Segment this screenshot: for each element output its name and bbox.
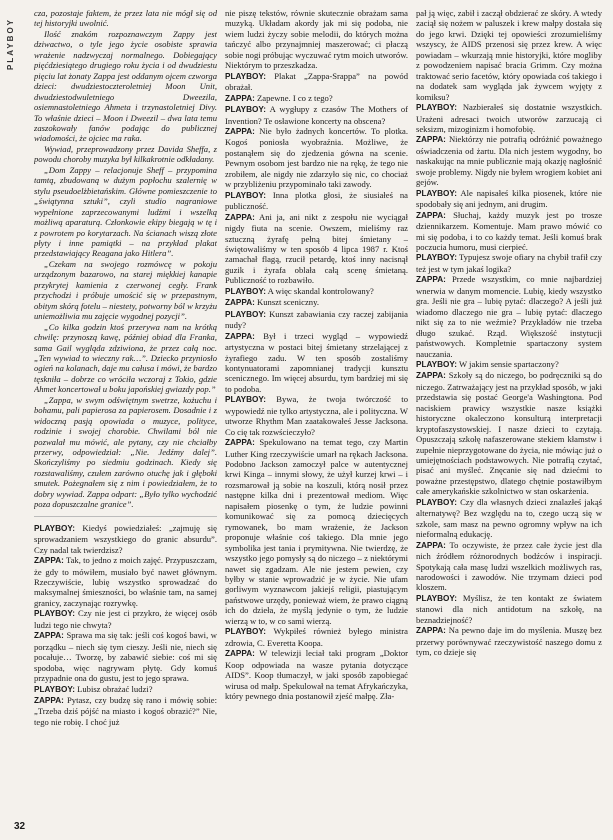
interview-paragraph — [225, 309, 408, 331]
paragraph-text: Słuchaj, każdy muzyk jest po trosze dziennikarzem. Komentuje. Mam prawo mówić co mi się podoba, i to co każdy temat. Jeśli komuś brak poczucia humoru, musi cierpieć. — [416, 209, 602, 252]
side-label — [6, 18, 16, 148]
speaker-label: ZAPPA: — [225, 212, 255, 222]
interview-section — [416, 8, 602, 658]
paragraph-text: Nazbierałeś się dostatnie wszystkich. Urażeni adresaci twoich utworów zarzucają ci seksizm, mizoginizm i homofobię. — [416, 102, 602, 134]
speaker-label: ZAPPA: — [34, 631, 64, 641]
interview-paragraph — [34, 523, 217, 555]
speaker-label: PLAYBOY: — [416, 593, 457, 603]
paragraph-text: pał ją więc, zabił i zaczął obdzierać ze skóry. A wtedy zaciął się nożem w paluszek i krew małpy dostała się do jego krwi. Dzięki tej opowieści zrozumieliśmy wszyscy, że AIDS przenosi się przez krew. A więc powiadam – wkurzają mnie historyjki, które mogliby z powodzeniem napisać bracia Grimm. Czy można traktować serio facetów, który opowiada coś takiego i na dodatek sam wygląda jak żywcem wyjęty z komiksu? — [416, 8, 602, 102]
interview-paragraph — [416, 8, 602, 102]
interview-paragraph — [34, 608, 217, 630]
interview-paragraph — [416, 134, 602, 187]
paragraph-text: Tak, to jedno z moich zajęć. Przypuszczam, że gdy to mówiłem, musiało być nawet głównym. Rzeczywiście, lubię wszystko sprowadzać do maksymalnej śmieszności, bo właśnie tam, na samej granicy, zaczynając rozrywkę. — [34, 555, 217, 608]
speaker-label: PLAYBOY: — [34, 523, 75, 533]
paragraph-text: Typujesz swoje ofiary na chybił trafił czy też jest w tym jakaś logika? — [416, 252, 602, 274]
paragraph-text: Kunszt sceniczny. — [257, 297, 319, 308]
speaker-label: PLAYBOY: — [34, 609, 75, 619]
interview-paragraph — [416, 359, 602, 370]
interview-paragraph — [225, 286, 408, 297]
interview-paragraph — [225, 626, 408, 648]
paragraph-text: Lubisz obrażać ludzi? — [77, 683, 153, 694]
speaker-label: ZAPPA: — [34, 556, 64, 566]
speaker-label: PLAYBOY: — [225, 286, 266, 296]
interview-paragraph — [34, 684, 217, 695]
paragraph-text: Kunszt zabawiania czy raczej zabijania nudy? — [225, 308, 408, 331]
interview-paragraph — [225, 93, 408, 104]
paragraph-text: A wygłupy z czasów The Mothers of Invention? Te osławione koncerty na obscena? — [225, 104, 408, 126]
speaker-label: PLAYBOY: — [416, 188, 457, 198]
speaker-label: PLAYBOY: — [225, 627, 266, 637]
speaker-label: ZAPPA: — [416, 626, 446, 636]
speaker-label: PLAYBOY: — [225, 309, 266, 319]
interview-paragraph — [416, 188, 602, 210]
interview-paragraph — [225, 71, 408, 93]
speaker-label: PLAYBOY: — [225, 71, 266, 81]
column-1 — [34, 8, 217, 830]
speaker-label: PLAYBOY: — [416, 253, 457, 263]
interview-paragraph — [225, 8, 408, 71]
paragraph-text: W jakim sensie spartaczony? — [458, 358, 559, 369]
column-2 — [225, 8, 408, 830]
speaker-label: PLAYBOY: — [225, 105, 266, 115]
interview-paragraph — [225, 648, 408, 701]
paragraph-text: Ale napisałeś kilka piosenek, które nie spodobały się ani jednym, ani drugim. — [416, 187, 602, 210]
paragraph-text: Pytasz, czy budzę się rano i mówię sobie: „Trzeba dziś pójść na miasto i kogoś obrazić?” Nie, tego nie robię. I choć już — [34, 695, 217, 727]
intro-paragraph: cza, pozostaje faktem, że przez lata nie mógł się od tej historyjki uwolnić. — [34, 8, 217, 29]
interview-paragraph — [225, 331, 408, 395]
intro-paragraph: „Co kilka godzin ktoś przerywa nam na krótką chwilę: przynoszą kawę, później obiad dla Franka, sama Gail wygląda zdziwiona, że przez całą noc. „Ten wywiad to wieczny rak…”. Dziecko przyniosło ogień na kolanach, daje mu całusa i mówi, że bardzo tęskniła – dobrze co wróciła wczoraj z Tokio, gdzie Ahmet koncertował u boku japońskiej gwiazdy pop.” — [34, 321, 217, 395]
interview-paragraph — [416, 625, 602, 657]
interview-paragraph — [225, 437, 408, 626]
paragraph-text: W telewizji leciał taki program „Doktor Koop odpowiada na wasze pytania dotyczące AIDS”. Koop tłumaczył, w jaki sposób zapobiegać wirusa od małp. Spekulował na temat Afrykańczyka, który pewnego dnia postanowił zjeść małpę. Zła- — [225, 648, 408, 701]
interview-paragraph — [34, 695, 217, 727]
speaker-label: PLAYBOY: — [416, 103, 457, 113]
column-3 — [416, 8, 602, 830]
speaker-label: ZAPPA: — [34, 696, 64, 705]
interview-paragraph — [225, 212, 408, 286]
paragraph-text: Szkoły są do niczego, bo podręczniki są do niczego. Zatrważający jest na przykład sposób, w jaki przedstawia się postać George'a Washingtona. Pod naciskiem prawicy wszystkie nasze książki historyczne okaleczono konsulturą interpretacji kryptofaszystowskiej. I nasze dzieci to czytają. Opuszczają szkołę nafaszerowane stekiem kłamstw i zupełnie nieprzygotowane do życia, nie mówiąc już o umiejętnościach podstawowych. Nie potrafią czytać, pisać ani myśleć. Znęcanie się nad dziećmi to poważne przestępstwo, dlatego chętnie postawiłbym całe amerykańskie szkolnictwo w stan oskarżenia. — [416, 370, 602, 497]
interview-paragraph — [416, 497, 602, 540]
paragraph-text: Ani ja, ani nikt z zespołu nie wyciągał nigdy fiuta na scenie. Owszem, mieliśmy raz sztuczną żyrafę pełną bitej śmietany – świętowaliśmy w ten sposób 4 lipca 1987 r. Ktoś zamachał flagą, rzucił petardę, ktoś inny nacisnął guzik i żyrafa oblała całą scenę śmietaną. Publiczność to rozbawiło. — [225, 211, 408, 286]
intro-paragraph: Wywiad, przeprowadzony przez Davida Sheffa, z powodu choroby muzyka był kilkakrotnie odkładany. — [34, 143, 217, 165]
paragraph-text: nie piszę tekstów, równie skutecznie obrażam sama muzyką. Układam akordy jak mi się podoba, nie wiem ludzi życzy sobie melodii, do których można tańczyć albo przynajmniej maszerować; ci płaczą sobie nogi próbując wyczuwać rytm moich utworów. Niektórym to przeszkadza. — [225, 8, 408, 71]
paragraph-text: Czy nie jest ci przykro, że więcej osób ludzi tego nie chwyta? — [34, 608, 217, 630]
speaker-label: PLAYBOY: — [34, 684, 75, 694]
speaker-label: ZAPPA: — [225, 331, 255, 341]
paragraph-text: Myślisz, że ten kontakt ze światem stanowi dla nich antidotum na szkołę, na beznadziejność? — [416, 592, 602, 625]
paragraph-text: Przede wszystkim, co mnie najbardziej wnerwia w danym momencie. Lubię, kiedy wszystko gra. Jeśli nie gra – lubię pytać: dlaczego? A jeśli już wiadomo dlaczego nie gra – lubię pytać: dlaczego nikt się za to nie weźmie? Przykładów nie trzeba długo szukać. Rząd. Większość instytucji państwowych. Kompletnie spartaczony system nauczania. — [416, 274, 602, 359]
interview-paragraph — [416, 102, 602, 134]
speaker-label: ZAPPA: — [225, 438, 255, 448]
paragraph-text: Czy dla własnych dzieci znalazłeś jakąś alternatywę? Bez względu na to, czego uczą się w szkole, sam masz na pewno ogromny wpływ na ich nieformalną edukację. — [416, 496, 602, 540]
interview-paragraph — [225, 394, 408, 437]
interview-paragraph — [416, 252, 602, 274]
paragraph-text: Inna plotka głosi, że siusiałeś na publiczność. — [225, 189, 408, 212]
intro-section — [34, 8, 217, 510]
paragraph-text: Na pewno daje im do myślenia. Muszę bez przerwy porównywać rzeczywistość naszego domu z tym, co dzieje się — [416, 625, 602, 658]
speaker-label: ZAPPA: — [225, 649, 255, 659]
speaker-label: ZAPPA: — [416, 135, 446, 145]
speaker-label: ZAPPA: — [416, 371, 446, 381]
paragraph-text: Plakat „Zappa-Srappa” na powód obrażał. — [225, 70, 408, 93]
interview-paragraph — [34, 555, 217, 608]
interview-paragraph — [225, 297, 408, 308]
page-number: 32 — [14, 821, 26, 832]
interview-paragraph — [416, 593, 602, 625]
interview-paragraph — [416, 540, 602, 593]
divider — [34, 516, 217, 517]
intro-paragraph: „Dom Zappy – relacjonuje Sheff – przypomina tamtą, zbudowaną w dużym popłochu szalernię w stylu pseudoelżbietańskim. Główne pomieszczenie to „świątynna sztuki”, czyli studio nagraniowe wypełnione zaprzecowanymi ludźmi i wszelką możliwą aparaturą. Członkowie ekipy biegają w tę i z powrotem po korytarzach. Na ścianach wiszą złote płyty i inne pamiątki – na przykład plakat przedstawiający Reagana jako Hitlera”. — [34, 164, 217, 259]
magazine-name: PLAYBOY — [6, 18, 15, 70]
intro-paragraph: Ilość znakóm rozpoznawczym Zappy jest dziwactwo, o tyle jego życie osobiste sprawia wrażenie nadzwyczaj normalnego. Dobiegający pięćdziesiątego drugiego roku życia i od dwudziestu pięciu lat żonaty Zappa jest oddanym ojcem czworga dzieci: dwudziestoczteroletniej Moon Unit, dwudziestodwuletniego Dweezila, osiemnastoletniego Ahmeta i trzynastoletniej Divy. To właśnie dzieci – Moon i Dweezil – dwa lata temu zaszokowały fanów podając do publicznej wiadomości, że ojciec ma raka. — [34, 28, 217, 144]
paragraph-text: Był i trzeci wygląd – wypowiedź artystyczna w postaci bitej śmietany strzelającej z żyrafiego zadu. W ten sposób zostaliśmy kontynuatorami zapomnianej tradycji kunsztu scenicznego. Im więcej absurdu, tym bardziej mi się to podoba. — [225, 330, 408, 394]
speaker-label: PLAYBOY: — [225, 395, 266, 405]
interview-paragraph — [416, 274, 602, 359]
interview-paragraph — [34, 630, 217, 683]
interview-paragraph — [225, 190, 408, 212]
intro-paragraph: „Zappa, w swym odświętnym swetrze, kożuchu i bohamu, pali papierosa za papierosem. Dosadnie i z widoczną pasją opowiada o muzyce, polityce, rodzinie i swojej chorobie. Chwilami ból nie pozwalał mu mówić, ale pytany, czy nie chciałby przerwy, odpowiedział: „Nie. Jedźmy dalej”. Skończyliśmy po siedmiu godzinach. Kiedy się rozstawaliśmy, czułem zarówno otuchę jak i głęboki smutek. Pożegnałem się z nim i powiedziałem, że to dobry wywiad. Zappa odpart: „Było tylko wychodzić poza dopuszczalne granice”. — [34, 394, 217, 510]
speaker-label: ZAPPA: — [416, 540, 446, 550]
speaker-label: ZAPPA: — [416, 210, 446, 220]
speaker-label: ZAPPA: — [416, 275, 446, 285]
paragraph-text: Nie było żadnych koncertów. To plotka. Kogoś poniosła wyobraźnia. Możliwe, że postanąłem się do zjedzenia gówna na scenie. Pewnym osobom jest bardzo nie na rękę, że tego nie zrobiłem, ale nigdy nie zdarzyło się nic, co chociaż w przybliżeniu przypominało taki zawody. — [225, 125, 408, 190]
interview-paragraph — [416, 370, 602, 496]
speaker-label: ZAPPA: — [225, 93, 255, 103]
paragraph-text: Sprawa ma się tak: jeśli coś kogoś bawi, w porządku – niech się tym cieszy. Jeśli nie, niech się pocałuje… Tworzę, by zabawić siebie: coś mi się spodoba, więc nagrywam płytę. Gdy komuś przypadnie ona do gustu, jest to jego sprawa. — [34, 630, 217, 684]
speaker-label: ZAPPA: — [225, 126, 255, 136]
speaker-label: ZAPPA: — [225, 298, 255, 308]
paragraph-text: A więc skandal kontrolowany? — [267, 285, 374, 296]
paragraph-text: Zapewne. I co z tego? — [257, 92, 333, 103]
intro-paragraph: „Czekam na swojego rozmówcę w pokoju urządzonym bazarowo, na starej miękkiej kanapie przykrytej kamienia z czerwonej cegły. Frank przychodzi i próbuje umościć się w przepastnym, obitym skórą fotelu – niestety, potworny ból w krzyżu uniemożliwia mu zajęcie wygodnej pozycji”. — [34, 258, 217, 322]
interview-section — [225, 8, 408, 701]
interview-paragraph — [225, 126, 408, 190]
paragraph-text: Niektórzy nie potrafią odróżnić poważnego oświadczenia od żartu. Dla nich jestem wygodny, bo naskakując na mnie publicznie mają okazję nagłośnić swoje problemy. Nigdy nie byłem wrogiem kobiet ani gejów. — [416, 134, 602, 188]
interview-section — [34, 523, 217, 728]
speaker-label: PLAYBOY: — [416, 497, 457, 507]
paragraph-text: Wykpiłeś również byłego ministra zdrowia, C. Everetta Koopa. — [225, 626, 408, 648]
paragraph-text: To oczywiste, że przez całe życie jest dla nich źródłem różnorodnych bodźców i inspiracji. Spotykają cała masę ludzi wszelkich możliwych ras, narodowości i zawodów. Nie trzymam dzieci pod kloszem. — [416, 539, 602, 593]
paragraph-text: Bywa, że twoja twórczość to wypowiedź nie tylko artystyczna, ale i polityczna. W utworze Rhythm Man zaatakowałeś Jesse Jacksona. Co cię tak rozwścieczyło? — [225, 394, 408, 437]
paragraph-text: Spekulowano na temat tego, czy Martin Luther King rzeczywiście umarł na rękach Jacksona. Podobno Jackson zamoczył palce w autentycznej krwi Kinga – innymi słowy, że użył kurzej krwi – i rozsmarował ją sobie na koszuli, którą nosił przez następne kilka dni i prezentował mediom. Więc napisałem piosenkę o tym, że ludzie powinni komunikować się za pomocą dziecięcych rymowanek, bo mam wrażenie, że Jackson proponuje właśnie coś takiego. Dla mnie jego symbolika jest tania i prymitywna. Nie twierdzę, że wszystko jego pomysły są do niczego – z niektórymi nawet się zgadzam. Ale nie jestem pewien, czy byłby w stanie wprowadzić je w życie. Nie ufam gorliwym wyznawcom jakiejś religii, piastującym państwowe urzędy, ponieważ wiem, że prawo ciągną ich do dzieła, że myślą jedynie o tym, że ludzie wierzą w to, w co sami wierzą. — [225, 437, 408, 626]
speaker-label: PLAYBOY: — [225, 190, 266, 200]
interview-paragraph — [416, 210, 602, 253]
paragraph-text: Kiedyś powiedziałeś: „zajmuję się sprowadzaniem wszystkiego do granic absurdu”. Czy nadal tak twierdzisz? — [34, 522, 217, 555]
speaker-label: PLAYBOY: — [416, 359, 457, 369]
interview-paragraph — [225, 104, 408, 126]
